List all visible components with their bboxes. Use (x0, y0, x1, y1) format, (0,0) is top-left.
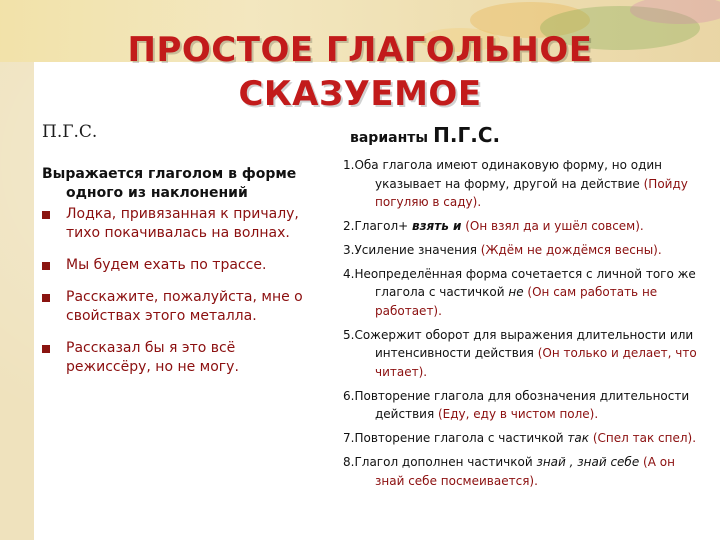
list-item (42, 339, 322, 377)
heading-variants-label: варианты (350, 130, 429, 146)
variant-example: (Ждём не дождёмся весны). (480, 242, 662, 257)
variant-text: 8.Глагол дополнен частичкой (343, 454, 537, 469)
square-bullet-icon (42, 345, 50, 353)
variant-text: 1.Оба глагола имеют одинаковую форму, но один указывает на форму, другой на действие (343, 158, 663, 191)
square-bullet-icon (42, 211, 50, 219)
list-item (343, 265, 703, 321)
list-item (343, 387, 703, 424)
list-item (343, 156, 703, 212)
variant-emphasis: взять и (411, 219, 462, 234)
list-item (343, 429, 703, 448)
variant-emphasis: знай , знай себе (536, 454, 640, 469)
lead-line-2: одного из наклонений (66, 185, 248, 201)
variant-example: (Еду, еду в чистом поле). (437, 407, 599, 422)
slide-title-line-1: ПРОСТОЕ ГЛАГОЛЬНОЕ (127, 30, 593, 70)
list-item (42, 288, 322, 326)
left-column-lead (42, 165, 312, 203)
variant-text: 6.Повторение глагола для обозначения длительности действия (343, 388, 690, 422)
variant-emphasis: не (508, 285, 524, 300)
variant-example: (Пойду погуляю в саду). (375, 176, 688, 210)
list-item (343, 453, 703, 490)
variant-text: 3.Усиление значения (343, 242, 481, 257)
example-text: Расскажите, пожалуйста, мне о свойствах этого металла. (66, 289, 303, 324)
square-bullet-icon (42, 262, 50, 270)
list-item (343, 217, 703, 236)
square-bullet-icon (42, 294, 50, 302)
example-text: Лодка, привязанная к причалу, тихо покачивалась на волнах. (66, 206, 299, 241)
variant-example: (Он только и делает, что читает). (375, 346, 697, 380)
variant-text: 2.Глагол+ (343, 219, 412, 234)
example-text: Рассказал бы я это всё режиссёру, но не могу. (66, 340, 239, 375)
heading-pgs-label: П.Г.С. (433, 123, 501, 147)
variant-example: (Он сам работать не работает). (375, 285, 658, 318)
slide-title-line-2: СКАЗУЕМОЕ (238, 74, 482, 114)
list-item (42, 205, 322, 243)
right-column-heading (350, 123, 500, 147)
variant-emphasis: так (567, 431, 590, 446)
example-text: Мы будем ехать по трассе. (66, 257, 267, 273)
list-item (42, 256, 322, 275)
examples-list (42, 205, 322, 390)
variants-list (343, 156, 703, 495)
variant-text: 7.Повторение глагола с частичкой (343, 431, 568, 446)
variant-example: (Он взял да и ушёл совсем). (465, 219, 644, 234)
left-column-heading: П.Г.С. (42, 122, 98, 142)
variant-example: (Спел так спел). (589, 431, 697, 446)
list-item (343, 326, 703, 382)
variant-example: (А он знай себе посмеивается). (375, 454, 675, 488)
variant-text: 4.Неопределённая форма сочетается с личной того же глагола с частичкой (343, 266, 696, 300)
lead-line-1: Выражается глаголом в форме (42, 166, 297, 182)
variant-text: 5.Сожержит оборот для выражения длительности или интенсивности действия (343, 327, 694, 361)
list-item (343, 241, 703, 260)
